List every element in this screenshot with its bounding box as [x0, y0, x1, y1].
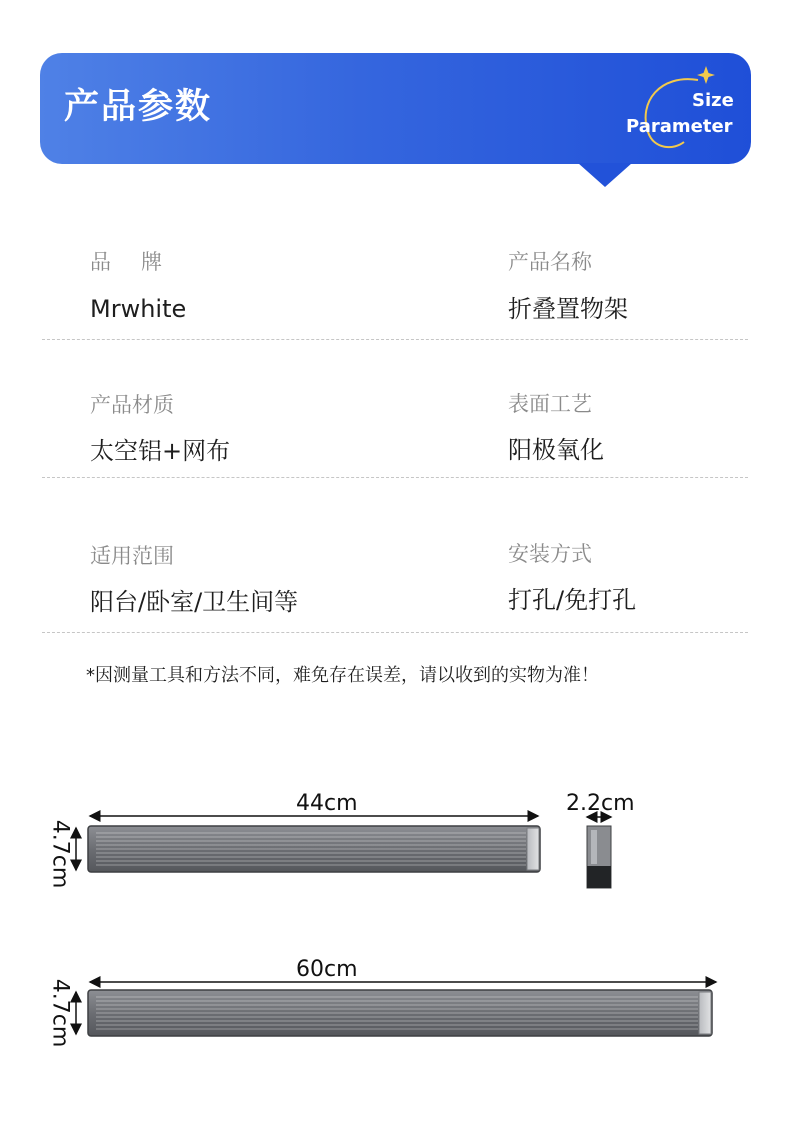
param-label: 品牌 — [90, 250, 192, 274]
page-title: 产品参数 — [64, 87, 213, 127]
param-value: 折叠置物架 — [508, 295, 628, 323]
param-label: 表面工艺 — [508, 392, 592, 416]
param-label: 产品材质 — [90, 393, 174, 417]
param-value: Mrwhite — [90, 295, 187, 323]
param-label: 安装方式 — [508, 542, 592, 566]
badge-text-parameter: Parameter — [626, 116, 733, 137]
badge-text-size: Size — [692, 90, 734, 111]
shelf-bar-44 — [88, 826, 540, 872]
disclaimer-note: *因测量工具和方法不同，难免存在误差，请以收到的实物为准！ — [86, 665, 599, 686]
shelf-profile-side — [587, 826, 611, 888]
param-value: 阳极氧化 — [508, 436, 604, 464]
param-value: 打孔/免打孔 — [508, 586, 637, 614]
param-label: 产品名称 — [508, 250, 592, 274]
param-value: 阳台/卧室/卫生间等 — [90, 588, 299, 616]
dimension-label-height-1: 4.7cm — [47, 819, 73, 889]
dimension-label-44: 44cm — [296, 791, 358, 816]
dimension-label-height-2: 4.7cm — [47, 978, 73, 1048]
dimension-label-depth: 2.2cm — [566, 791, 635, 816]
dimension-label-60: 60cm — [296, 957, 358, 982]
param-value: 太空铝+网布 — [90, 437, 231, 465]
param-label: 适用范围 — [90, 544, 174, 568]
shelf-bar-60 — [88, 990, 712, 1036]
